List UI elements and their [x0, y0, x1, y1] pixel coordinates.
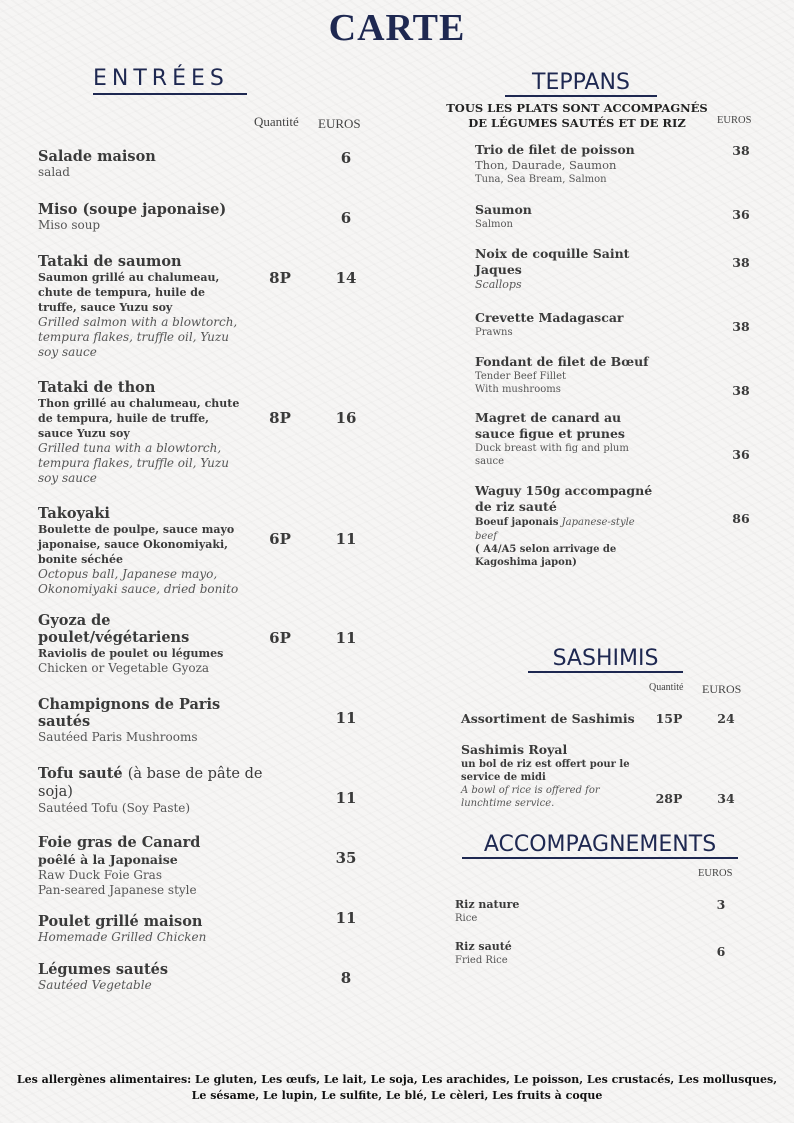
menu-item-tataki-saumon	[38, 253, 243, 360]
item-name: Assortiment de Sashimis	[461, 711, 635, 726]
item-english: Grilled tuna with a blowtorch, tempura flakes, truffle oil, Yuzu soy sauce	[38, 441, 229, 485]
item-qty: 15P	[655, 711, 683, 726]
item-name: Riz nature	[455, 898, 520, 911]
item-english: Scallops	[475, 278, 522, 291]
item-price: 11	[335, 629, 357, 647]
item-name: Crevette Madagascar	[475, 310, 624, 325]
item-english: Salmon	[475, 219, 513, 230]
menu-item-waguy	[475, 483, 655, 569]
item-french: Thon, Daurade, Saumon	[475, 158, 617, 172]
item-name: Noix de coquille Saint Jaques	[475, 246, 630, 277]
item-english: Fried Rice	[455, 955, 508, 966]
item-name: Riz sauté	[455, 940, 512, 953]
menu-item-saint-jaques	[475, 246, 645, 291]
item-name: Champignons de Paris sautés	[38, 696, 221, 730]
item-price: 11	[335, 909, 357, 927]
item-name: Gyoza de poulet/végétariens	[38, 612, 190, 646]
item-french: poêlé à la Japonaise	[38, 852, 178, 867]
item-name: Légumes sautés	[38, 961, 169, 978]
sashimis-col-qty: Quantité	[649, 682, 684, 693]
menu-item-poulet	[38, 913, 263, 945]
item-price: 6	[340, 149, 352, 167]
item-english: Chicken or Vegetable Gyoza	[38, 661, 210, 675]
item-desc	[475, 515, 655, 543]
item-english: Raw Duck Foie Gras	[38, 868, 162, 882]
item-name: Saumon	[475, 202, 532, 217]
item-name: Takoyaki	[38, 505, 110, 522]
item-english: Sautéed Paris Mushrooms	[38, 730, 198, 744]
menu-item-champignons	[38, 696, 243, 745]
entrees-heading	[93, 66, 247, 95]
item-price: 11	[335, 530, 357, 548]
sashimis-heading	[528, 646, 683, 673]
item-name: Tataki de saumon	[38, 253, 182, 270]
menu-item-gyoza	[38, 612, 243, 676]
menu-item-crevette	[475, 310, 695, 339]
accompagnements-col-euros: EUROS	[698, 868, 733, 879]
item-qty: 6P	[269, 530, 291, 548]
item-english: Rice	[455, 913, 478, 924]
item-price: 11	[335, 789, 357, 807]
menu-item-salade	[38, 148, 258, 180]
entrees-heading-text: ENTRÉES	[93, 66, 229, 91]
item-price: 34	[717, 791, 735, 806]
item-price: 38	[732, 319, 750, 334]
teppans-col-euros: EUROS	[717, 115, 752, 126]
item-qty: 6P	[269, 629, 291, 647]
item-name: Foie gras de Canard	[38, 834, 201, 851]
menu-item-riz-nature	[455, 897, 635, 925]
item-english: salad	[38, 165, 70, 179]
item-name-detail: (à base de pâte de soja)	[38, 766, 263, 800]
menu-item-tofu	[38, 765, 263, 816]
item-english: Homemade Grilled Chicken	[38, 930, 207, 944]
allergens-footer	[0, 1072, 794, 1104]
item-qty: 28P	[655, 791, 683, 806]
item-price: 6	[716, 944, 726, 959]
menu-item-foie-gras	[38, 834, 263, 898]
item-english: Octopus ball, Japanese mayo, Okonomiyaki sauce, dried bonito	[38, 567, 239, 596]
item-price: 36	[732, 207, 750, 222]
item-english: Miso soup	[38, 218, 101, 232]
item-english: Sautéed Vegetable	[38, 978, 152, 992]
item-english: Sautéed Tofu (Soy Paste)	[38, 801, 191, 815]
item-price: 38	[732, 383, 750, 398]
item-name: Trio de filet de poisson	[475, 142, 635, 157]
teppans-heading-text: TEPPANS	[532, 70, 630, 95]
menu-item-sashimis-royal	[461, 742, 636, 810]
item-price: 86	[732, 511, 750, 526]
item-price: 3	[716, 897, 726, 912]
page-title: CARTE	[328, 7, 466, 49]
item-price: 6	[340, 209, 352, 227]
allergens-line-1: Les allergènes alimentaires: Le gluten, Les œufs, Le lait, Le soja, Les arachides, Le poisson, Les crustacés, Les mollusques,	[16, 1073, 778, 1086]
item-english: Duck breast with fig and plum sauce	[475, 443, 629, 467]
sashimis-heading-text: SASHIMIS	[552, 646, 659, 671]
menu-item-magret	[475, 410, 645, 468]
item-name: Sashimis Royal	[461, 742, 568, 757]
item-name: Tataki de thon	[38, 379, 156, 396]
item-name-wrap	[38, 765, 263, 801]
accompagnements-heading	[462, 832, 738, 859]
menu-item-saumon	[475, 202, 695, 231]
item-price: 14	[335, 269, 357, 287]
item-french: Saumon grillé au chalumeau, chute de tempura, huile de truffe, sauce Yuzu soy	[38, 271, 220, 314]
item-price: 38	[732, 143, 750, 158]
menu-item-riz-saute	[455, 939, 635, 967]
item-french: un bol de riz est offert pour le service de midi	[461, 759, 630, 783]
menu-item-boeuf	[475, 354, 695, 396]
item-english: Japanese-style beef	[475, 517, 635, 542]
item-english-2: With mushrooms	[475, 384, 561, 395]
item-name: Magret de canard au sauce figue et prunes	[475, 410, 625, 441]
item-price: 8	[340, 969, 352, 987]
item-english-2: Pan-seared Japanese style	[38, 883, 197, 897]
item-english: Grilled salmon with a blowtorch, tempura flakes, truffle oil, Yuzu soy sauce	[38, 315, 238, 359]
item-french: Boeuf japonais	[475, 517, 559, 528]
item-name: Tofu sauté	[38, 765, 123, 782]
item-english: Tender Beef Fillet	[475, 371, 567, 382]
item-qty: 8P	[269, 409, 291, 427]
item-name: Fondant de filet de Bœuf	[475, 354, 649, 369]
item-price: 38	[732, 255, 750, 270]
menu-item-takoyaki	[38, 505, 243, 597]
entrees-col-qty: Quantité	[254, 114, 299, 129]
item-price: 35	[335, 849, 357, 867]
sashimis-col-euros: EUROS	[702, 682, 742, 696]
item-english: Tuna, Sea Bream, Salmon	[475, 174, 607, 185]
item-english: A bowl of rice is offered for lunchtime service.	[461, 785, 600, 809]
menu-item-legumes	[38, 961, 263, 993]
accompagnements-heading-text: ACCOMPAGNEMENTS	[483, 832, 717, 857]
item-french: Thon grillé au chalumeau, chute de tempura, huile de truffe, sauce Yuzu soy	[38, 397, 240, 440]
menu-item-assortiment-sashimis	[461, 711, 641, 727]
menu-item-trio-poisson	[475, 142, 695, 186]
teppans-note: TOUS LES PLATS SONT ACCOMPAGNÉS DE LÉGUMES SAUTÉS ET DE RIZ	[446, 101, 708, 130]
item-name: Miso (soupe japonaise)	[38, 201, 227, 218]
teppans-heading	[505, 70, 657, 97]
allergens-line-2: Le sésame, Le lupin, Le sulfite, Le blé, Le cèleri, Les fruits à coque	[191, 1089, 603, 1102]
item-qty: 8P	[269, 269, 291, 287]
item-english: Prawns	[475, 327, 513, 338]
item-name: Poulet grillé maison	[38, 913, 203, 930]
item-price: 16	[335, 409, 357, 427]
item-name: Salade maison	[38, 148, 156, 165]
item-french: Raviolis de poulet ou légumes	[38, 647, 224, 660]
item-name: Waguy 150g accompagné de riz sauté	[475, 483, 653, 514]
item-note: ( A4/A5 selon arrivage de Kagoshima japon)	[475, 544, 617, 568]
item-price: 11	[335, 709, 357, 727]
menu-item-tataki-thon	[38, 379, 243, 486]
entrees-col-euros: EUROS	[318, 116, 361, 131]
item-french: Boulette de poulpe, sauce mayo japonaise, sauce Okonomiyaki, bonite séchée	[38, 523, 235, 566]
menu-item-miso	[38, 201, 268, 233]
item-price: 36	[732, 447, 750, 462]
item-price: 24	[717, 711, 735, 726]
